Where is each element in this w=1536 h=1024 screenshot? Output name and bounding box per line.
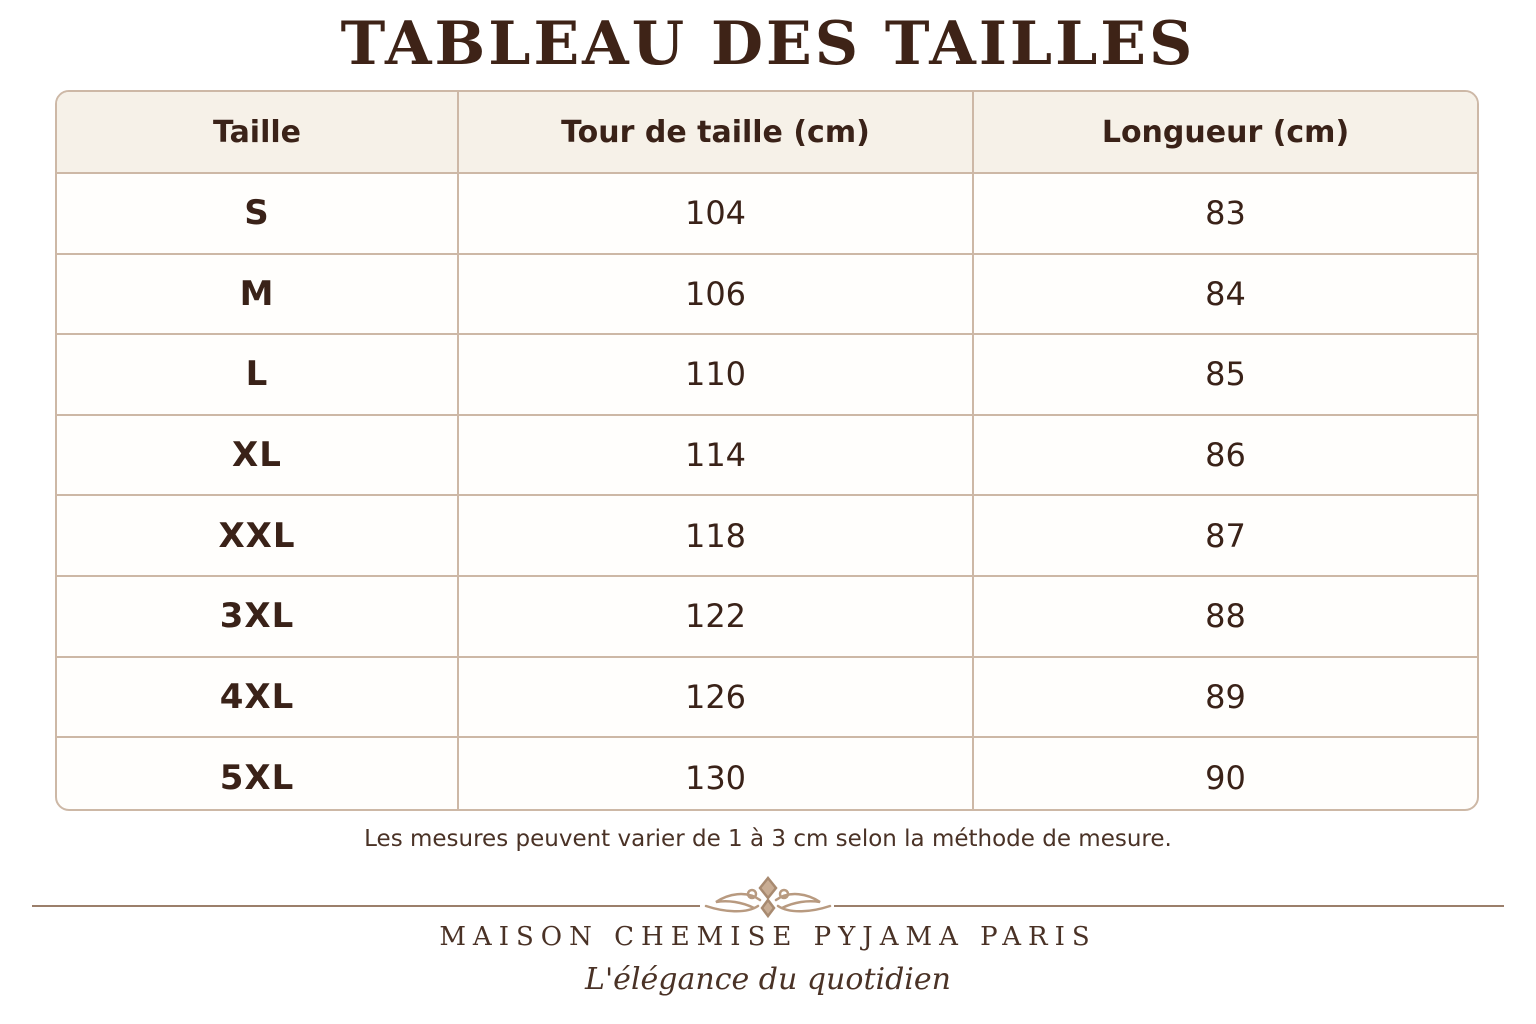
waist-cell: 104 xyxy=(458,173,973,254)
size-cell: 4XL xyxy=(57,657,458,738)
length-cell: 85 xyxy=(973,334,1477,415)
length-cell: 84 xyxy=(973,254,1477,335)
waist-cell: 110 xyxy=(458,334,973,415)
waist-cell: 118 xyxy=(458,495,973,576)
waist-cell: 126 xyxy=(458,657,973,738)
header-tour-de-taille: Tour de taille (cm) xyxy=(458,92,973,173)
table-row xyxy=(57,334,1477,415)
footer-divider-left xyxy=(32,905,700,907)
table-row xyxy=(57,495,1477,576)
brand-name: MAISON CHEMISE PYJAMA PARIS xyxy=(439,922,1097,952)
length-cell: 87 xyxy=(973,495,1477,576)
size-cell: 5XL xyxy=(57,737,458,811)
size-cell: 3XL xyxy=(57,576,458,657)
waist-cell: 106 xyxy=(458,254,973,335)
length-cell: 83 xyxy=(973,173,1477,254)
header-longueur: Longueur (cm) xyxy=(973,92,1477,173)
table-row xyxy=(57,173,1477,254)
waist-cell: 114 xyxy=(458,415,973,496)
size-cell: L xyxy=(57,334,458,415)
brand-tagline: L'élégance du quotidien xyxy=(585,962,951,997)
header-taille: Taille xyxy=(57,92,458,173)
length-cell: 89 xyxy=(973,657,1477,738)
table-row xyxy=(57,657,1477,738)
table-row xyxy=(57,415,1477,496)
measurement-note: Les mesures peuvent varier de 1 à 3 cm selon la méthode de mesure. xyxy=(364,826,1172,852)
length-cell: 90 xyxy=(1205,758,1246,797)
table-row xyxy=(57,737,1477,811)
table-row xyxy=(57,254,1477,335)
size-chart-table xyxy=(55,90,1479,811)
footer-divider-right xyxy=(834,905,1504,907)
size-cell: XL xyxy=(57,415,458,496)
table-header-row xyxy=(57,92,1477,173)
table-row xyxy=(57,576,1477,657)
length-cell: 86 xyxy=(973,415,1477,496)
size-cell: XXL xyxy=(57,495,458,576)
waist-cell: 122 xyxy=(458,576,973,657)
fleur-de-lis-ornament-icon xyxy=(698,870,838,930)
size-cell: M xyxy=(57,254,458,335)
page-title: TABLEAU DES TAILLES xyxy=(340,9,1196,79)
length-cell: 88 xyxy=(973,576,1477,657)
waist-cell: 130 xyxy=(458,737,973,811)
size-cell: S xyxy=(57,173,458,254)
